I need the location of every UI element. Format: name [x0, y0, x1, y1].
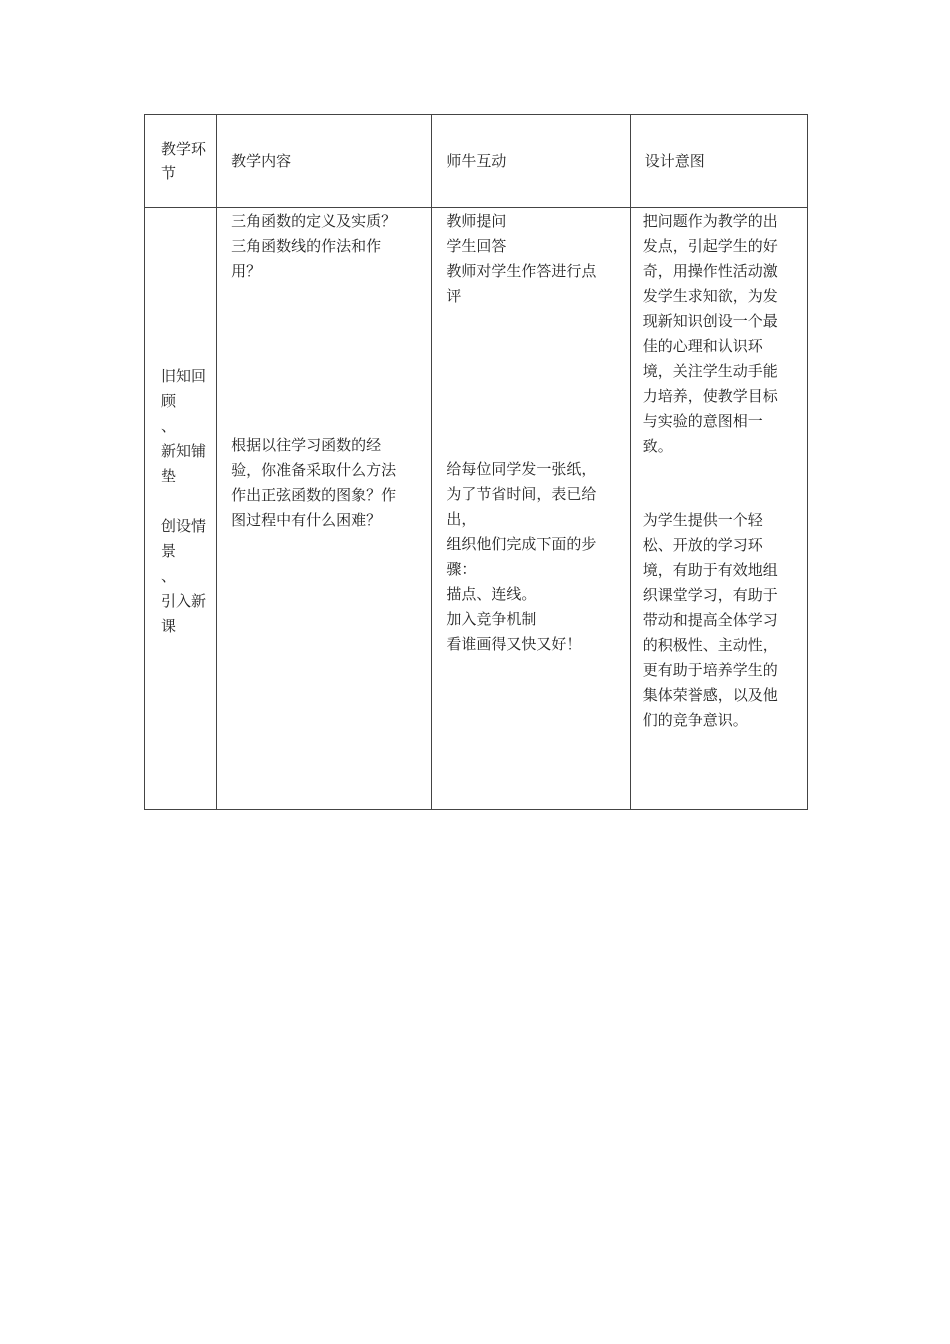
header-stage	[145, 115, 217, 208]
text-line: 验，你准备采取什么方法	[231, 461, 397, 479]
interaction-block-activity	[446, 457, 619, 657]
content-cell	[217, 208, 432, 810]
stage-line	[161, 489, 212, 514]
header-content: 教学内容	[217, 115, 432, 208]
interaction-block-review	[446, 209, 619, 309]
stage-line: 课	[161, 617, 177, 635]
stage-cell	[145, 208, 217, 810]
text-line: 更有助于培养学生的	[642, 661, 778, 679]
stage-line: 旧知回	[161, 367, 207, 385]
stage-line: 创设情	[161, 517, 207, 535]
text-line: 佳的心理和认识环	[642, 337, 763, 355]
text-line: 发学生求知欲，为发	[642, 287, 778, 305]
text-line: 为了节省时间，表已给	[446, 485, 597, 503]
text-line: 奇，用操作性活动激	[642, 262, 778, 280]
header-stage-line: 节	[161, 164, 177, 182]
text-line: 三角函数的定义及实质？	[231, 212, 397, 230]
stage-line: 景	[161, 542, 177, 560]
stage-line: 顾	[161, 392, 177, 410]
text-line: 为学生提供一个轻	[642, 511, 763, 529]
text-line: 带动和提高全体学习	[642, 611, 778, 629]
stage-line: 引入新	[161, 592, 207, 610]
text-line: 与实验的意图相一	[642, 412, 763, 430]
text-line: 们的竞争意识。	[642, 711, 748, 729]
text-line: 松、开放的学习环	[642, 536, 763, 554]
stage-line: 、	[161, 567, 177, 585]
header-row	[145, 115, 808, 208]
text-line: 教师对学生作答进行点	[446, 262, 597, 280]
content-block-review	[231, 209, 421, 284]
design-block-environment	[643, 508, 801, 733]
text-line: 图过程中有什么困难？	[231, 511, 382, 529]
text-line: 作出正弦函数的图象？作	[231, 486, 397, 504]
stage-line: 、	[161, 417, 177, 435]
text-line: 骤：	[446, 560, 477, 578]
design-block-purpose	[643, 209, 801, 459]
text-line: 织课堂学习，有助于	[642, 586, 778, 604]
text-line: 教师提问	[446, 212, 507, 230]
text-line: 致。	[642, 437, 673, 455]
text-line: 三角函数线的作法和作	[231, 237, 382, 255]
text-line: 力培养，使教学目标	[642, 387, 778, 405]
text-line: 境，有助于有效地组	[642, 561, 778, 579]
header-stage-line: 教学环	[161, 140, 207, 158]
text-line: 用？	[231, 262, 262, 280]
text-line: 看谁画得又快又好！	[446, 635, 582, 653]
content-block-new	[231, 433, 421, 533]
interaction-cell	[432, 208, 630, 810]
stage-line: 垫	[161, 467, 177, 485]
stage-line: 新知铺	[161, 442, 207, 460]
text-line: 境，关注学生动手能	[642, 362, 778, 380]
text-line: 发点，引起学生的好	[642, 237, 778, 255]
design-cell	[630, 208, 807, 810]
text-line: 出，	[446, 510, 477, 528]
stage-text	[161, 364, 212, 639]
text-line: 把问题作为教学的出	[642, 212, 778, 230]
text-line: 评	[446, 287, 462, 305]
body-row	[145, 208, 808, 810]
lesson-plan-table	[144, 114, 808, 810]
text-line: 的积极性、主动性，	[642, 636, 778, 654]
text-line: 组织他们完成下面的步	[446, 535, 597, 553]
text-line: 根据以往学习函数的经	[231, 436, 382, 454]
text-line: 现新知识创设一个最	[642, 312, 778, 330]
text-line: 集体荣誉感，以及他	[642, 686, 778, 704]
header-design: 设计意图	[630, 115, 807, 208]
text-line: 给每位同学发一张纸，	[446, 460, 597, 478]
text-line: 加入竞争机制	[446, 610, 537, 628]
header-interaction: 师牛互动	[432, 115, 630, 208]
text-line: 学生回答	[446, 237, 507, 255]
text-line: 描点、连线。	[446, 585, 537, 603]
